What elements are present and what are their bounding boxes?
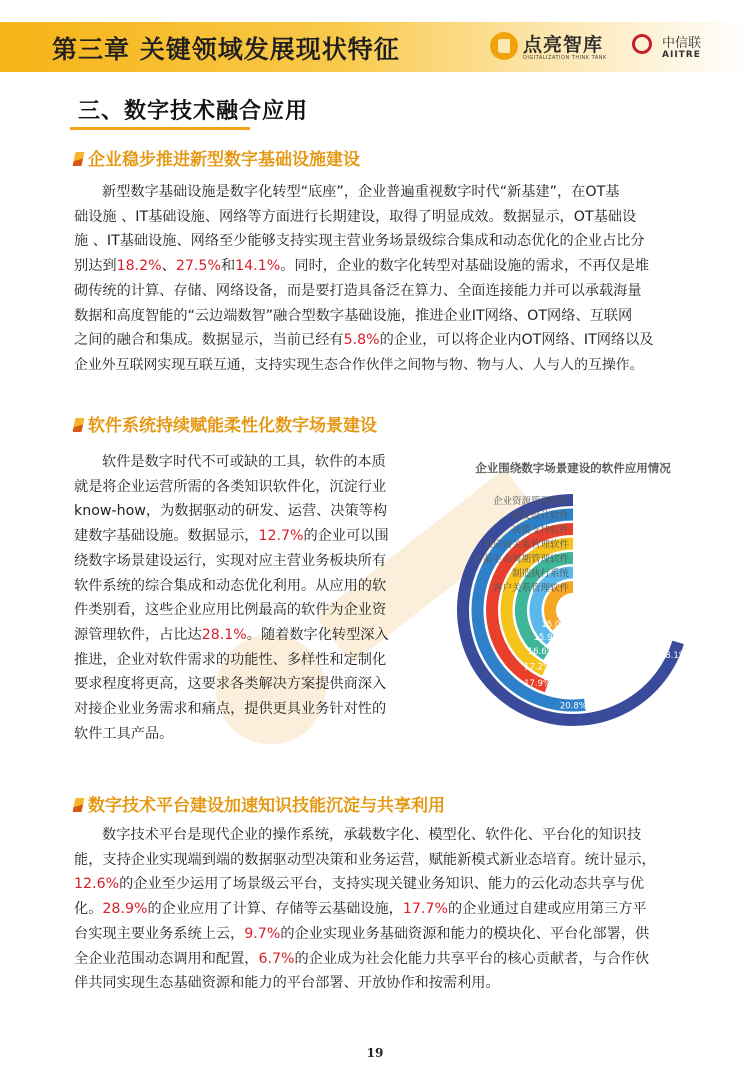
text-run: 、 xyxy=(161,258,176,275)
text-run: 的企业至少运用了场景级云平台，支持实现关键业务知识、能力的云化动态共享与优 xyxy=(119,876,645,893)
software-usage-chart xyxy=(432,450,714,732)
subsection-title-1-text: 企业稳步推进新型数字基础设施建设 xyxy=(88,150,360,170)
para2-line: know-how，为数据驱动的研发、运营、决策等构 xyxy=(74,503,388,520)
page-header xyxy=(0,0,750,80)
dianliang-logo-sub: DIGITALIZATION THINK TANK xyxy=(523,55,607,61)
para3-line xyxy=(74,922,704,947)
para3-line: 数字技术平台是现代企业的操作系统，承载数字化、模型化、软件化、平台化的知识技 xyxy=(102,827,642,843)
chapter-title: 第三章 关键领域发展现状特征 xyxy=(52,35,400,64)
chart-value-label: 17.2% xyxy=(524,662,552,673)
stat-value: 27.5% xyxy=(175,258,221,275)
text-run: 的企业应用了计算、存储等云基础设施， xyxy=(147,901,403,918)
chart-category-label: 客户关系管理软件 xyxy=(492,583,569,594)
stat-value: 9.7% xyxy=(244,925,281,942)
chart-category-label: 研发设计软件 xyxy=(511,510,569,522)
text-run: 的企业成为社会化能力共享平台的核心贡献者，与合作伙 xyxy=(294,950,650,967)
text-run: 源管理软件，占比达 xyxy=(74,626,202,643)
para2-line: 软件工具产品。 xyxy=(74,725,174,742)
chart-category-label: 供应商关系管理软件 xyxy=(483,539,569,551)
para1-line: 施 、IT基础设施、网络至少能够支持实现主营业务场景级综合集成和动态优化的企业占比分 xyxy=(74,233,645,250)
chart-title: 企业围绕数字场景建设的软件应用情况 xyxy=(475,461,671,475)
text-run: 的企业通过自建或应用第三方平 xyxy=(447,901,647,918)
text-run: 的企业实现业务基础资源和能力的模块化、平台化部署，供 xyxy=(280,925,650,942)
aiitre-logo-icon xyxy=(632,34,652,54)
aiitre-logo xyxy=(632,30,716,70)
para2-line: 就是将企业运营所需的各类知识软件化，沉淀行业 xyxy=(74,478,387,495)
chart-category-label: 产品生命周期管理软件 xyxy=(473,554,569,565)
text-run: 别达到 xyxy=(74,258,117,275)
chart-value-label: 15.0% xyxy=(541,620,569,631)
paragraph-2 xyxy=(74,450,419,746)
paragraph-3 xyxy=(74,823,704,996)
subsection-title-1 xyxy=(74,145,360,170)
chart-svg xyxy=(432,450,714,732)
subsection-title-3 xyxy=(74,791,445,816)
para2-line: 绕数字场景建设运行，实现对应主营业务板块所有 xyxy=(74,552,387,569)
stat-value: 28.1% xyxy=(201,626,247,643)
dianliang-logo-icon xyxy=(490,32,518,60)
para1-line: 砌传统的计算、存储、网络设备，而是要打造具备泛在算力、全面连接能力并可以承载海量 xyxy=(74,282,642,299)
para1-line: 新型数字基础设施是数字化转型“底座”，企业普遍重视数字时代“新基建”，在OT基 xyxy=(102,184,620,200)
dianliang-logo xyxy=(490,30,618,70)
para2-line xyxy=(74,623,419,648)
para1-line: 础设施 、IT基础设施、网络等方面进行长期建设，取得了明显成效。数据显示，OT基础设 xyxy=(74,208,637,225)
para3-line xyxy=(74,947,704,972)
para2-line: 软件是数字时代不可或缺的工具，软件的本质 xyxy=(102,454,386,470)
subsection-title-3-text: 数字技术平台建设加速知识技能沉淀与共享利用 xyxy=(88,796,445,816)
subsection-title-2-text: 软件系统持续赋能柔性化数字场景建设 xyxy=(88,416,377,436)
subsection-title-2 xyxy=(74,411,377,436)
chart-category-label: 制造执行系统 xyxy=(511,568,569,580)
aiitre-logo-name: 中信联 xyxy=(662,36,702,51)
chart-category-label: 企业资源管理软件 xyxy=(492,496,569,507)
para2-line xyxy=(74,524,419,549)
chart-value-label: 15.9% xyxy=(533,633,561,644)
text-run: 化。 xyxy=(74,901,103,918)
para3-line: 能，支持企业实现端到端的数据驱动型决策和业务运营，赋能新模式新业态培育。统计显示， xyxy=(74,851,656,868)
section-title: 三、数字技术融合应用 xyxy=(78,99,309,124)
page-number: 19 xyxy=(366,1046,384,1060)
dianliang-logo-name: 点亮智库 xyxy=(523,34,604,56)
text-run: 建数字基础设施。数据显示， xyxy=(74,528,259,545)
text-run: 全企业范围动态调用和配置， xyxy=(74,950,259,967)
chart-value-label: 16.6% xyxy=(527,647,555,658)
chart-value-label: 20.8% xyxy=(559,701,587,712)
para1-line: 数据和高度智能的“云边端数智”融合型数字基础设施，推进企业IT网络、OT网络、互联网 xyxy=(74,307,633,324)
stat-value: 14.1% xyxy=(235,258,281,275)
para3-line: 伴共同实现生态基础资源和能力的平台部署、开放协作和按需利用。 xyxy=(74,975,500,992)
text-run: 的企业，可以将企业内OT网络、IT网络以及 xyxy=(379,332,654,349)
text-run: 。随着数字化转型深入 xyxy=(246,626,389,643)
chart-value-label: 17.9% xyxy=(524,678,552,689)
aiitre-logo-sub: AIITRE xyxy=(662,50,701,60)
text-run: 之间的融合和集成。数据显示，当前已经有 xyxy=(74,332,344,349)
stat-value: 6.7% xyxy=(258,950,295,967)
pen-icon xyxy=(73,152,85,166)
para2-line: 要求程度将更高，这要求各类解决方案提供商深入 xyxy=(74,676,387,693)
para2-line: 推进，企业对软件需求的功能性、多样性和定制化 xyxy=(74,651,387,668)
text-run: 台实现主要业务系统上云， xyxy=(74,925,245,942)
para2-line: 件类别看，这些企业应用比例最高的软件为企业资 xyxy=(74,602,387,619)
text-run: 。同时，企业的数字化转型对基础设施的需求，不再仅是堆 xyxy=(280,258,650,275)
para1-line: 企业外互联网实现互联互通，支持实现生态合作伙伴之间物与物、物与人、人与人的互操作。 xyxy=(74,356,644,373)
para1-line xyxy=(74,254,704,279)
stat-value: 12.6% xyxy=(74,876,120,893)
text-run: 的企业可以围 xyxy=(303,528,389,545)
text-run: 和 xyxy=(220,258,236,275)
pen-icon xyxy=(73,798,85,812)
chart-value-label: 28.1% xyxy=(659,650,687,661)
paragraph-1 xyxy=(74,180,704,378)
stat-value: 28.9% xyxy=(102,901,148,918)
para3-line xyxy=(74,897,704,922)
section-underline xyxy=(70,127,250,130)
para3-line xyxy=(74,872,704,897)
stat-value: 17.7% xyxy=(402,901,448,918)
chart-category-label: 决策支持软件 xyxy=(511,525,569,536)
para1-line xyxy=(74,328,704,353)
para2-line: 软件系统的综合集成和动态优化利用。从应用的软 xyxy=(74,577,387,594)
pen-icon xyxy=(73,418,85,432)
para2-line: 对接企业业务需求和痛点，提供更具业务针对性的 xyxy=(74,701,387,718)
stat-value: 12.7% xyxy=(258,528,304,545)
stat-value: 18.2% xyxy=(116,258,162,275)
stat-value: 5.8% xyxy=(343,332,380,349)
